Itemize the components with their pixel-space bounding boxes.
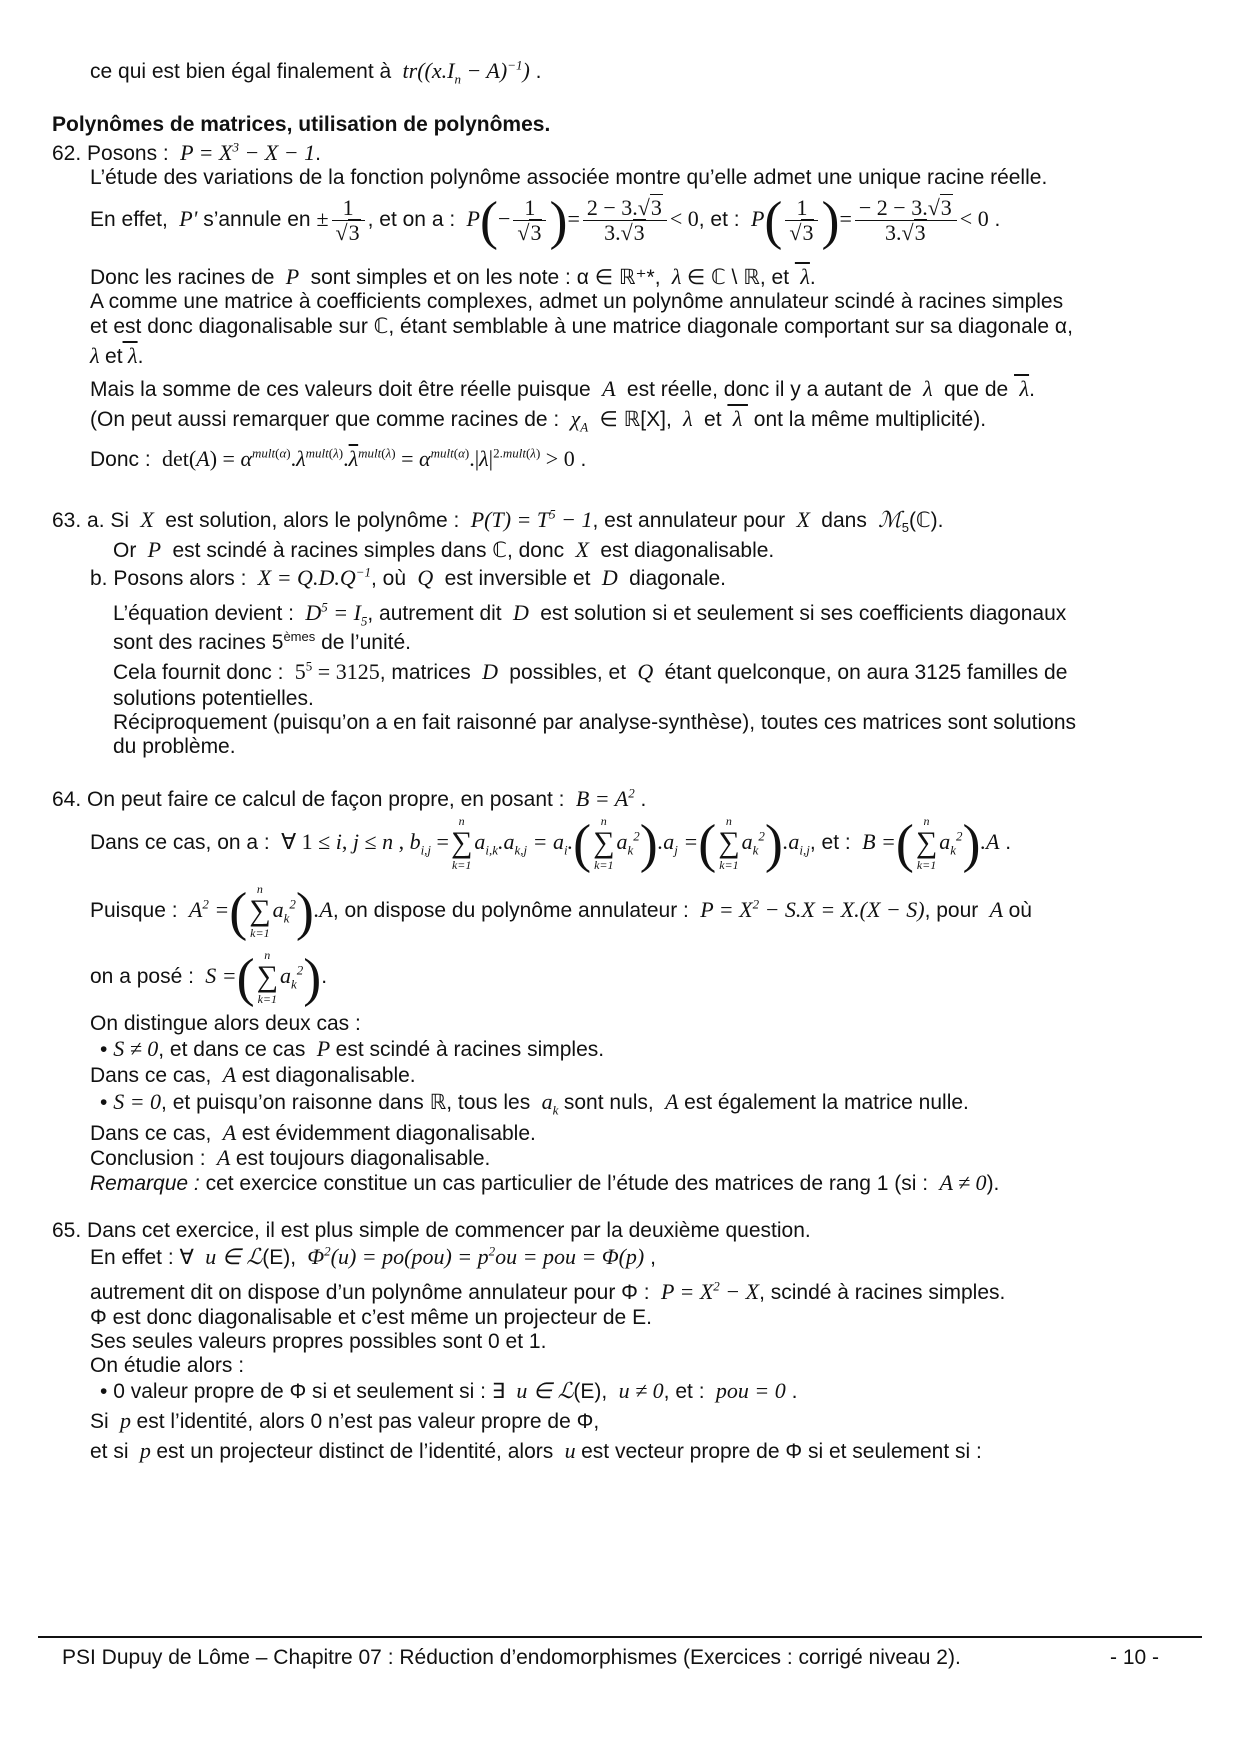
ex64-line-5: On distingue alors deux cas : (90, 1012, 361, 1035)
ex65-identite: est l’identité, alors 0 n’est pas valeur propre de Φ, (136, 1410, 600, 1433)
ex65-si: Si (90, 1410, 109, 1433)
ex62-somme: Mais la somme de ces valeurs doit être réelle puisque (90, 378, 591, 401)
ex63-line-9: du problème. (113, 735, 236, 758)
ex64-rem-end: ). (986, 1172, 1000, 1195)
ex65-line-5: Ses seules valeurs propres possibles sont 0 et 1. (90, 1330, 547, 1353)
frac-value-2: $\frac{- 2 - 3.√3}{3.√3}$ (855, 196, 957, 245)
ex62-donc: Donc les racines de (90, 266, 275, 289)
ex62-effet: En effet, (90, 208, 168, 231)
ex64-line-1: 64. On peut faire ce calcul de façon propre, en posant : $B = A^2$ . (52, 785, 647, 811)
ex64-case-2: • S = 0, et puisqu’on raisonne dans ℝ, tous les $a_k$ sont nuls, A est également la matrice nulle. (100, 1089, 969, 1118)
ex63-unite: de l’unité. (321, 631, 411, 654)
ex62-donc2: Donc : (90, 448, 151, 471)
ex62-remarque: (On peut aussi remarquer que comme racines de : (90, 408, 560, 431)
ex63-line-4: L’équation devient : $D^5 = I_5$, autrement dit D est solution si et seulement si ses coefficients diagonaux (113, 599, 1067, 629)
ex62-line-3: En effet, P' s’annule en ± $\frac{1}{√3}$ , et on a : P(− $\frac{1}{√3}$ )= $\frac{2 - 3.√3}{3.√3}$ < 0, et : P( $\frac{1}{√3}$ )= $\frac{- 2 - 3.√3}{3.√3}$ < 0 . (90, 190, 1001, 251)
ex62-multiplicite: ont la même multiplicité). (753, 408, 987, 431)
ex63-line-6: Cela fournit donc : $5^5 = 3125$, matrices D possibles, et Q étant quelconque, on aura 3125 familles de (113, 658, 1068, 684)
ex62-annule: s’annule en (203, 208, 311, 231)
ex64-concl-label: Conclusion : (90, 1147, 206, 1170)
ex62-line-5: A comme une matrice à coefficients complexes, admet un polynôme annulateur scindé à racines simples (90, 290, 1064, 313)
ex65-scinde: , scindé à racines simples. (759, 1281, 1006, 1304)
ex64-line-4: on a posé : S =( n ∑ k=1 $a_k^2$). (90, 947, 328, 1008)
ex64-dansce: Dans ce cas, on a : (90, 831, 270, 854)
ex62-line-6: et est donc diagonalisable sur ℂ, étant semblable à une matrice diagonale comportant sur sa diagonale α, (90, 315, 1073, 338)
formula-det: $\det(A) = \alpha^{mult(\alpha)}.\lambda^{mult(\lambda)}.\overline{\lambda}^{mult(\lambda)} = \alpha^{mult(\alpha)}.|\lambda|^{2.mult(\lambda)} > 0$ (156, 445, 575, 471)
ex63-solution: est solution, alors le polynôme : (165, 509, 460, 532)
ex65-E2: (E), (573, 1380, 608, 1403)
ex65-annulateur: autrement dit on dispose d’un polynôme annulateur pour Φ : (90, 1281, 650, 1304)
ex63-line-7: solutions potentielles. (113, 687, 314, 710)
ex65-etsi: et si (90, 1440, 129, 1463)
ex65-line-1 (52, 1218, 811, 1244)
ex65-vecteur: est vecteur propre de Φ si et seulement si : (581, 1440, 982, 1463)
ex64-remarque: Remarque : cet exercice constitue un cas particulier de l’étude des matrices de rang 1 (si : A ≠ 0). (90, 1170, 1000, 1195)
ex63-fournit: Cela fournit donc : (113, 661, 284, 684)
ex63-emes: èmes (283, 629, 316, 644)
ex64-dispose: , on dispose du polynôme annulateur : (332, 899, 689, 922)
ex64-case1-scinde: est scindé à racines simples. (335, 1038, 605, 1061)
ex63-diag: est diagonalisable. (600, 539, 775, 562)
ex65-line-9: et si p est un projecteur distinct de l’identité, alors u est vecteur propre de Φ si et seulement si : (90, 1438, 982, 1463)
ex64-case1-text: , et dans ce cas (158, 1038, 306, 1061)
frac-value-1: $\frac{2 - 3.√3}{3.√3}$ (583, 196, 667, 245)
ex64-nuls: sont nuls, (563, 1091, 654, 1114)
ex64-onapose: on a posé : (90, 965, 194, 988)
intro-text: ce qui est bien égal finalement à (90, 60, 392, 83)
ex63-ou: , où (371, 567, 407, 590)
ex64-et: , et : (809, 831, 851, 854)
ex63-coefficients: est solution si et seulement si ses coefficients diagonaux (540, 602, 1067, 625)
ex63-line-5 (113, 630, 411, 656)
ex63-equation: L’équation devient : (113, 602, 294, 625)
ex65-number: 65. (52, 1219, 82, 1242)
ex64-puisque: Puisque : (90, 899, 178, 922)
ex65-line-6: On étudie alors : (90, 1354, 245, 1377)
ex65-E: (E), (262, 1246, 297, 1269)
ex65-et: , et : (663, 1380, 705, 1403)
ex63-number: 63. (52, 509, 82, 532)
ex62-racines: sont simples et on les note : α ∈ ℝ⁺*, (310, 266, 661, 289)
ex64-diag2: est évidemment diagonalisable. (241, 1122, 536, 1145)
ex63-scinde: est scindé à racines simples dans ℂ, donc (172, 539, 565, 562)
ex64-case-1-concl: Dans ce cas, A est diagonalisable. (90, 1062, 416, 1087)
ex64-calcul: On peut faire ce calcul de façon propre, en posant : (87, 788, 565, 811)
ex62-line-8: Mais la somme de ces valeurs doit être réelle puisque A est réelle, donc il y a autant de λ que de λ. (90, 376, 1035, 401)
ex63-line-3: b. Posons alors : $X = Q.D.Q^{-1}$, où Q est inversible et D diagonale. (90, 564, 727, 590)
ex62-line-4: Donc les racines de P sont simples et on les note : α ∈ ℝ⁺*, λ ∈ ℂ \ ℝ, et λ. (90, 264, 816, 289)
intro-line: ce qui est bien égal finalement à $tr((x.I_n - A)^{-1})$ . (90, 57, 542, 87)
ex65-effet: En effet : ∀ (90, 1246, 194, 1269)
ex64-pour: , pour (924, 899, 979, 922)
ex62-et: , et : (698, 208, 740, 231)
ex63-diagonale: diagonale. (629, 567, 727, 590)
ex62-posons: Posons : (87, 142, 169, 165)
ex62-line-7: λ et λ. (90, 343, 144, 368)
ex63-matrices: , matrices (379, 661, 471, 684)
ex65-vp0: 0 valeur propre de Φ si et seulement si : ∃ (113, 1380, 506, 1403)
ex62-line-10: Donc : $\det(A) = \alpha^{mult(\alpha)}.\lambda^{mult(\lambda)}.\overline{\lambda}^{mult(\lambda)} = \alpha^{mult(\alpha)}.|\lambda|^{2.mult(\lambda)} > 0$ . (90, 445, 587, 471)
formula-trace: $tr((x.I_n - A)^{-1})$ (397, 57, 530, 87)
ex63-racines5: sont des racines 5 (113, 631, 284, 654)
ex64-concl-text: est toujours diagonalisable. (235, 1147, 491, 1170)
ex64-case-2-concl: Dans ce cas, A est évidemment diagonalisable. (90, 1120, 536, 1145)
ex65-line-4: Φ est donc diagonalisable et c’est même un projecteur de E. (90, 1306, 652, 1329)
ex65-line-7: • 0 valeur propre de Φ si et seulement si : ∃ u ∈ ℒ(E), u ≠ 0, et : pou = 0 . (100, 1378, 798, 1403)
ex64-danscecas1: Dans ce cas, (90, 1064, 212, 1087)
ex63-autrement: , autrement dit (367, 602, 502, 625)
page-number: - 10 - (1110, 1646, 1160, 1669)
ex62-quede: que de (943, 378, 1009, 401)
ex65-projecteur: est un projecteur distinct de l’identité, alors (156, 1440, 554, 1463)
ex64-nulle: est également la matrice nulle. (684, 1091, 969, 1114)
ex64-case2-text: , et puisqu’on raisonne dans ℝ, tous les (161, 1091, 531, 1114)
ex63-inversible: est inversible et (444, 567, 591, 590)
ex64-rem-label: Remarque : (90, 1172, 200, 1195)
ex62-reelle: est réelle, donc il y a autant de (626, 378, 912, 401)
ex63-line-8: Réciproquement (puisqu’on a en fait raisonné par analyse-synthèse), toutes ces matrices sont solutions (113, 711, 1077, 734)
ex64-case-1: • S ≠ 0, et dans ce cas P est scindé à racines simples. (100, 1036, 605, 1061)
ex62-line-1: 62. Posons : $P = X^3 - X - 1$. (52, 139, 321, 165)
ex65-line-2: En effet : ∀ u ∈ ℒ(E), $\Phi^2(u) = po(pou) = p^2ou$ = pou = Φ(p) , (90, 1243, 656, 1269)
ex64-danscecas2: Dans ce cas, (90, 1122, 212, 1145)
ex62-line-9: (On peut aussi remarquer que comme racines de : $\chi_A$ ∈ ℝ[X], λ et λ ont la même multiplicité). (90, 406, 987, 435)
frac-1-sqrt3: $\frac{1}{√3}$ (332, 196, 365, 245)
ex64-number: 64. (52, 788, 82, 811)
ex62-complex: ∈ ℂ \ ℝ, et (686, 266, 790, 289)
formula-P: $P = X^3 - X - 1$ (174, 139, 316, 165)
ex64-line-2: Dans ce cas, on a : ∀ 1 ≤ i, j ≤ n , $b_{i,j}$ = n ∑ k=1 $a_{i,k}.a_{k,j} = a_i$.( n ∑ k=1 $a_k^2).a_j$ =( n ∑ k=1 $a_k^2).a_{i,j}$, et : B =( n ∑ k=1 $a_k^2).A$ . (90, 813, 1012, 874)
formula-Pprime: P' (173, 206, 198, 231)
section-title: Polynômes de matrices, utilisation de polynômes. (52, 113, 551, 136)
ex62-line-2: L’étude des variations de la fonction polynôme associée montre qu’elle admet une unique racine réelle. (90, 166, 1048, 189)
ex63-line-2: Or P est scindé à racines simples dans ℂ, donc X est diagonalisable. (113, 537, 775, 562)
ex62-et3: et (704, 408, 722, 431)
ex65-line-8: Si p est l’identité, alors 0 n’est pas valeur propre de Φ, (90, 1408, 600, 1433)
ex65-intro: Dans cet exercice, il est plus simple de commencer par la deuxième question. (87, 1219, 811, 1242)
ex64-rem-text: cet exercice constitue un cas particulier de l’étude des matrices de rang 1 (si : (205, 1172, 929, 1195)
ex63-line-1: 63. a. Si X est solution, alors le polynôme : $P(T) = T^5 - 1$, est annulateur pour X dans ℳ$_5$(ℂ). (52, 506, 944, 536)
ex63-possibles: possibles, et (509, 661, 627, 684)
ex64-ou: où (1008, 899, 1032, 922)
ex62-et2: et (105, 345, 123, 368)
ex63-dans: dans (821, 509, 867, 532)
ex63-or: Or (113, 539, 137, 562)
ex64-diag1: est diagonalisable. (241, 1064, 416, 1087)
ex63-posons: b. Posons alors : (90, 567, 247, 590)
ex62-rx: ∈ ℝ[X], (599, 408, 672, 431)
ex63-familles: étant quelconque, on aura 3125 familles de (664, 661, 1068, 684)
ex64-conclusion: Conclusion : A est toujours diagonalisable. (90, 1145, 491, 1170)
ex64-line-3: Puisque : $A^2$ =( n ∑ k=1 $a_k^2).A$, on dispose du polynôme annulateur : $P = X^2 - S.X = X.(X - S)$, pour A où (90, 881, 1032, 942)
ex62-eton: , et on a : (367, 208, 456, 231)
footer-rule (38, 1636, 1202, 1638)
ex63-si: a. Si (87, 509, 130, 532)
ex62-number: 62. (52, 142, 82, 165)
ex65-line-3: autrement dit on dispose d’un polynôme annulateur pour Φ : $P = X^2 - X$, scindé à racines simples. (90, 1278, 1006, 1304)
ex63-annulateur: , est annulateur pour (592, 509, 786, 532)
footer-text: PSI Dupuy de Lôme – Chapitre 07 : Réduction d’endomorphismes (Exercices : corrigé niveau 2). (62, 1646, 961, 1669)
